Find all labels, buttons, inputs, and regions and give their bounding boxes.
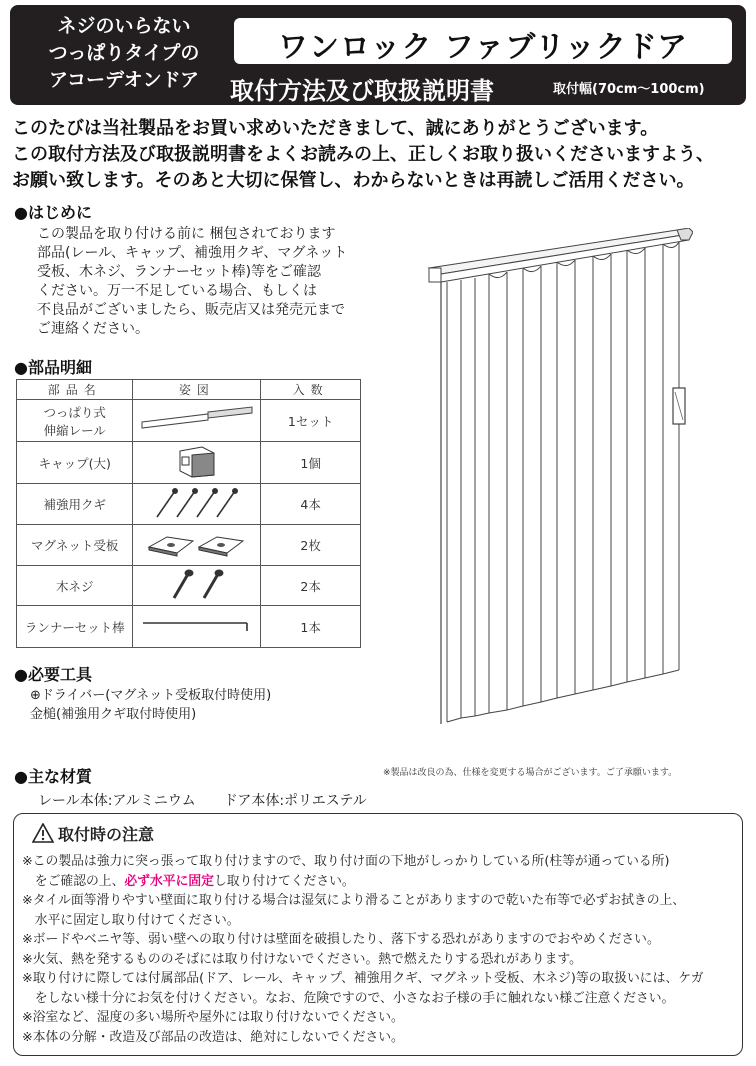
part-qty: 1セット <box>261 400 361 442</box>
width-note: 取付幅(70cm〜100cm) <box>553 82 705 97</box>
table-row <box>17 606 361 648</box>
hajimeni-line: 受板、木ネジ、ランナーセット棒)等をご確認 <box>37 264 322 280</box>
caution-title: 取付時の注意 <box>58 825 155 844</box>
part-qty: 4本 <box>261 484 361 525</box>
tools-line: 金槌(補強用クギ取付時使用) <box>30 707 197 722</box>
document-subtitle: 取付方法及び取扱説明書 <box>230 77 494 105</box>
product-title-box <box>234 18 732 64</box>
magnet-plate-icon <box>133 525 261 566</box>
runner-rod-icon <box>133 606 261 648</box>
table-row <box>17 525 361 566</box>
column-header: 姿図 <box>133 380 261 400</box>
table-row <box>17 484 361 525</box>
warning-icon <box>32 823 54 843</box>
caution-note: ※浴室など、湿度の多い場所や屋外には取り付けないでください。 <box>22 1010 404 1025</box>
tagline <box>24 13 224 94</box>
intro-line: この取付方法及び取扱説明書をよくお読みの上、正しくお取り扱いくださいますよう、 <box>12 144 714 165</box>
caution-note: ※火気、熱を発するもののそばには取り付けないでください。熱で燃えたりする恐れがあります。 <box>22 951 582 967</box>
section-heading-materials: ●主な材質 <box>14 767 92 786</box>
table-row <box>17 566 361 606</box>
intro-text <box>12 116 752 194</box>
nail-icon <box>133 484 261 525</box>
product-title: ワンロック ファブリックドア <box>278 30 688 65</box>
part-name-line: つっぱり式 <box>43 404 106 420</box>
spec-change-disclaimer: ※製品は改良の為、仕様を変更する場合がございます。ご了承願います。 <box>383 768 678 778</box>
table-row <box>17 400 361 442</box>
tools-text <box>30 686 271 724</box>
rail-icon <box>133 400 261 442</box>
hajimeni-line: ご連絡ください。 <box>37 321 149 337</box>
part-qty: 2枚 <box>261 525 361 566</box>
intro-line: お願い致します。そのあと大切に保管し、わからないときは再読しご活用ください。 <box>12 170 695 191</box>
section-heading-hajimeni: ●はじめに <box>14 203 92 222</box>
column-header: 部品名 <box>17 380 133 400</box>
part-name-line: 伸縮レール <box>43 422 106 438</box>
part-name: キャップ(大) <box>17 442 133 484</box>
hajimeni-line: この製品を取り付ける前に 梱包されております <box>37 226 336 242</box>
intro-line: このたびは当社製品をお買い求めいただきまして、誠にありがとうございます。 <box>12 118 659 139</box>
hajimeni-line: 不良品がございましたら、販売店又は発売元まで <box>37 302 345 318</box>
wood-screw-icon <box>133 566 261 606</box>
note-text: をご確認の上、 <box>22 873 125 889</box>
caution-note: ※タイル面等滑りやすい壁面に取り付ける場合は湿気により滑ることがありますので乾いた布等で必ずお拭きの上、 <box>22 893 686 908</box>
door-illustration <box>427 228 693 734</box>
table-header-row <box>17 380 361 400</box>
caution-note: をしない様十分にお気を付けください。なお、危険ですので、小さなお子様の手に触れない様ご注意ください。 <box>22 990 675 1006</box>
tagline-line: ネジのいらない <box>57 15 191 37</box>
part-name <box>17 400 133 442</box>
parts-table <box>16 379 361 648</box>
caution-note: ※取り付けに際しては付属部品(ドア、レール、キャップ、補強用クギ、マグネット受板、木ネジ)等の取扱いには、ケガ <box>22 971 704 986</box>
part-name: ランナーセット棒 <box>17 606 133 648</box>
caution-note: ※ボードやベニヤ等、弱い壁への取り付けは壁面を破損したり、落下する恐れがありますのでおやめください。 <box>22 932 660 947</box>
column-header: 入数 <box>261 380 361 400</box>
caution-note <box>22 872 704 892</box>
tools-line: ⊕ドライバー(マグネット受板取付時使用) <box>30 688 272 703</box>
cap-icon <box>133 442 261 484</box>
materials-text: レール本体:アルミニウム ドア本体:ポリエステル <box>38 793 367 809</box>
part-qty: 1個 <box>261 442 361 484</box>
note-text: し取り付けてください。 <box>213 873 355 889</box>
table-row <box>17 442 361 484</box>
caution-note: ※本体の分解・改造及び部品の改造は、絶対にしないでください。 <box>22 1029 404 1045</box>
part-name: 木ネジ <box>17 566 133 606</box>
part-name: 補強用クギ <box>17 484 133 525</box>
caution-note: ※この製品は強力に突っ張って取り付けますので、取り付け面の下地がしっかりしている所(柱等が通っている所) <box>22 854 670 869</box>
section-heading-parts: ●部品明細 <box>14 358 92 377</box>
caution-box <box>13 813 743 1056</box>
part-name: マグネット受板 <box>17 525 133 566</box>
hajimeni-line: 部品(レール、キャップ、補強用クギ、マグネット <box>37 245 348 261</box>
part-qty: 1本 <box>261 606 361 648</box>
hajimeni-text <box>37 225 347 339</box>
caution-notes <box>22 852 704 1047</box>
section-heading-tools: ●必要工具 <box>14 665 92 684</box>
caution-note: 水平に固定し取り付けてください。 <box>22 912 240 928</box>
hajimeni-line: ください。万一不足している場合、もしくは <box>37 283 317 299</box>
emphasis-text: 必ず水平に固定 <box>124 873 214 889</box>
header-banner <box>10 5 746 105</box>
tagline-line: アコーデオンドア <box>48 69 200 91</box>
part-qty: 2本 <box>261 566 361 606</box>
tagline-line: つっぱりタイプの <box>48 42 200 64</box>
